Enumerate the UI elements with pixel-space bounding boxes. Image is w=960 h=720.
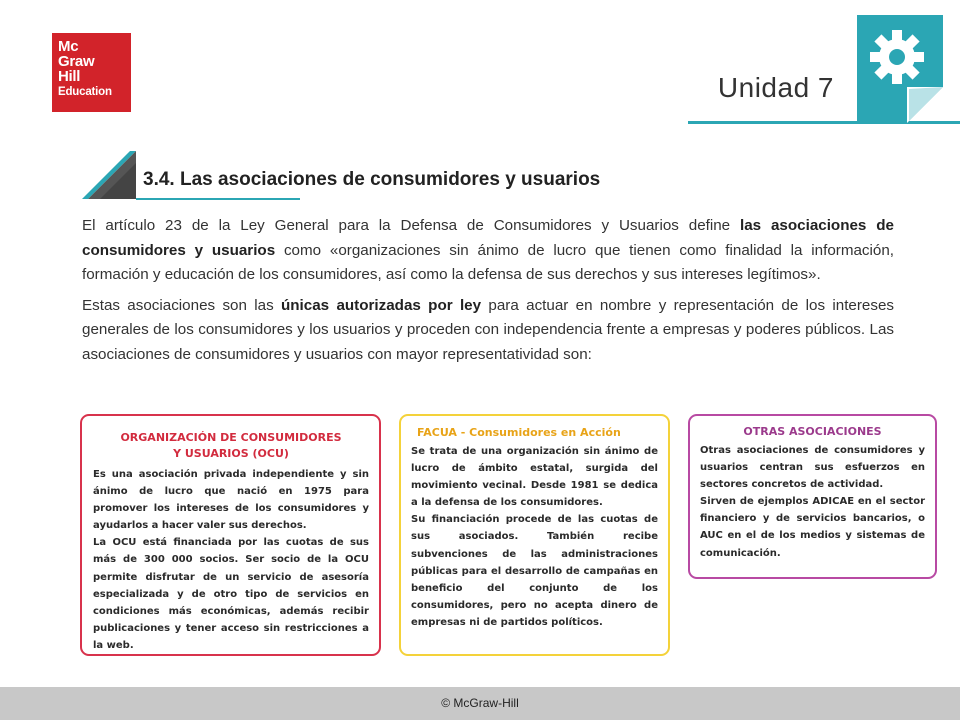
diagonal-stripes-icon [82,149,138,201]
facua-title: FACUA - Consumidores en Acción [417,426,621,439]
logo-line-2: Graw [58,53,95,70]
logo-line-4: Education [58,86,112,98]
facua-paragraph-2: Su financiación procede de las cuotas de sus asociados. También recibe subvenciones de las administraciones públicas para el desarrollo de campañas en beneficio del conjunto de los consumidores, pero no acepta dinero de empresas ni de partidos políticos. [411,514,658,628]
otras-paragraph-1: Otras asociaciones de consumidores y usuarios centran sus esfuerzos en sectores concretos de actividad. [700,445,925,491]
logo-line-1: Mc [58,38,79,55]
ocu-paragraph-2: La OCU está financiada por las cuotas de sus más de 300 000 socios. Ser socio de la OCU permite disfrutar de un servicio de asesoría especializada y de otro tipo de servicios en condiciones más económicas, además recibir publicaciones y tener acceso sin restricciones a la web. [93,537,369,651]
ocu-paragraph-1: Es una asociación privada independiente y sin ánimo de lucro que nació en 1975 para promover los intereses de los consumidores y ayudarlos a hacer valer sus derechos. [93,469,369,532]
otras-paragraph-2: Sirven de ejemplos ADICAE en el sector financiero y de servicios bancarios, o AUC en el de los medios y sistemas de comunicación. [700,496,925,559]
otras-title: OTRAS ASOCIACIONES [743,425,882,438]
section-title: 3.4. Las asociaciones de consumidores y usuarios [143,169,601,190]
ocu-info-box [80,414,381,656]
section-underline [136,198,300,200]
mcgraw-hill-logo [52,33,131,112]
highlight-term: las asociaciones de consumidores y usuarios [82,217,894,259]
highlight-term: únicas autorizadas por ley [281,296,482,314]
footer-copyright: © McGraw-Hill [441,696,519,710]
unit-title: Unidad 7 [717,72,834,103]
ocu-title: ORGANIZACIÓN DE CONSUMIDORES Y USUARIOS (OCU) [120,431,342,460]
facua-paragraph-1: Se trata de una organización sin ánimo de lucro de ámbito estatal, surgida del movimiento vecinal. Desde 1981 se dedica a la defensa de los consumidores. [411,446,658,509]
body-paragraph-2: Estas asociaciones son las únicas autorizadas por ley para actuar en nombre y representación de los intereses generales de los consumidores y los usuarios y proceden con independencia frente a empresas y poderes públicos. Las asociaciones de consumidores y usuarios con mayor representatividad son: [82,296,895,363]
logo-line-3: Hill [58,68,81,85]
facua-info-box [399,414,670,656]
body-paragraph-1: El artículo 23 de la Ley General para la Defensa de Consumidores y Usuarios define las asociaciones de consumidores y usuarios como «organizaciones sin ánimo de lucro que tienen como finalidad la información, formación y educación de los consumidores, así como la defensa de sus derechos y sus intereses legítimos». [82,217,895,283]
otras-info-box [688,414,937,579]
gear-document-icon [857,15,943,123]
body-text [82,214,894,373]
